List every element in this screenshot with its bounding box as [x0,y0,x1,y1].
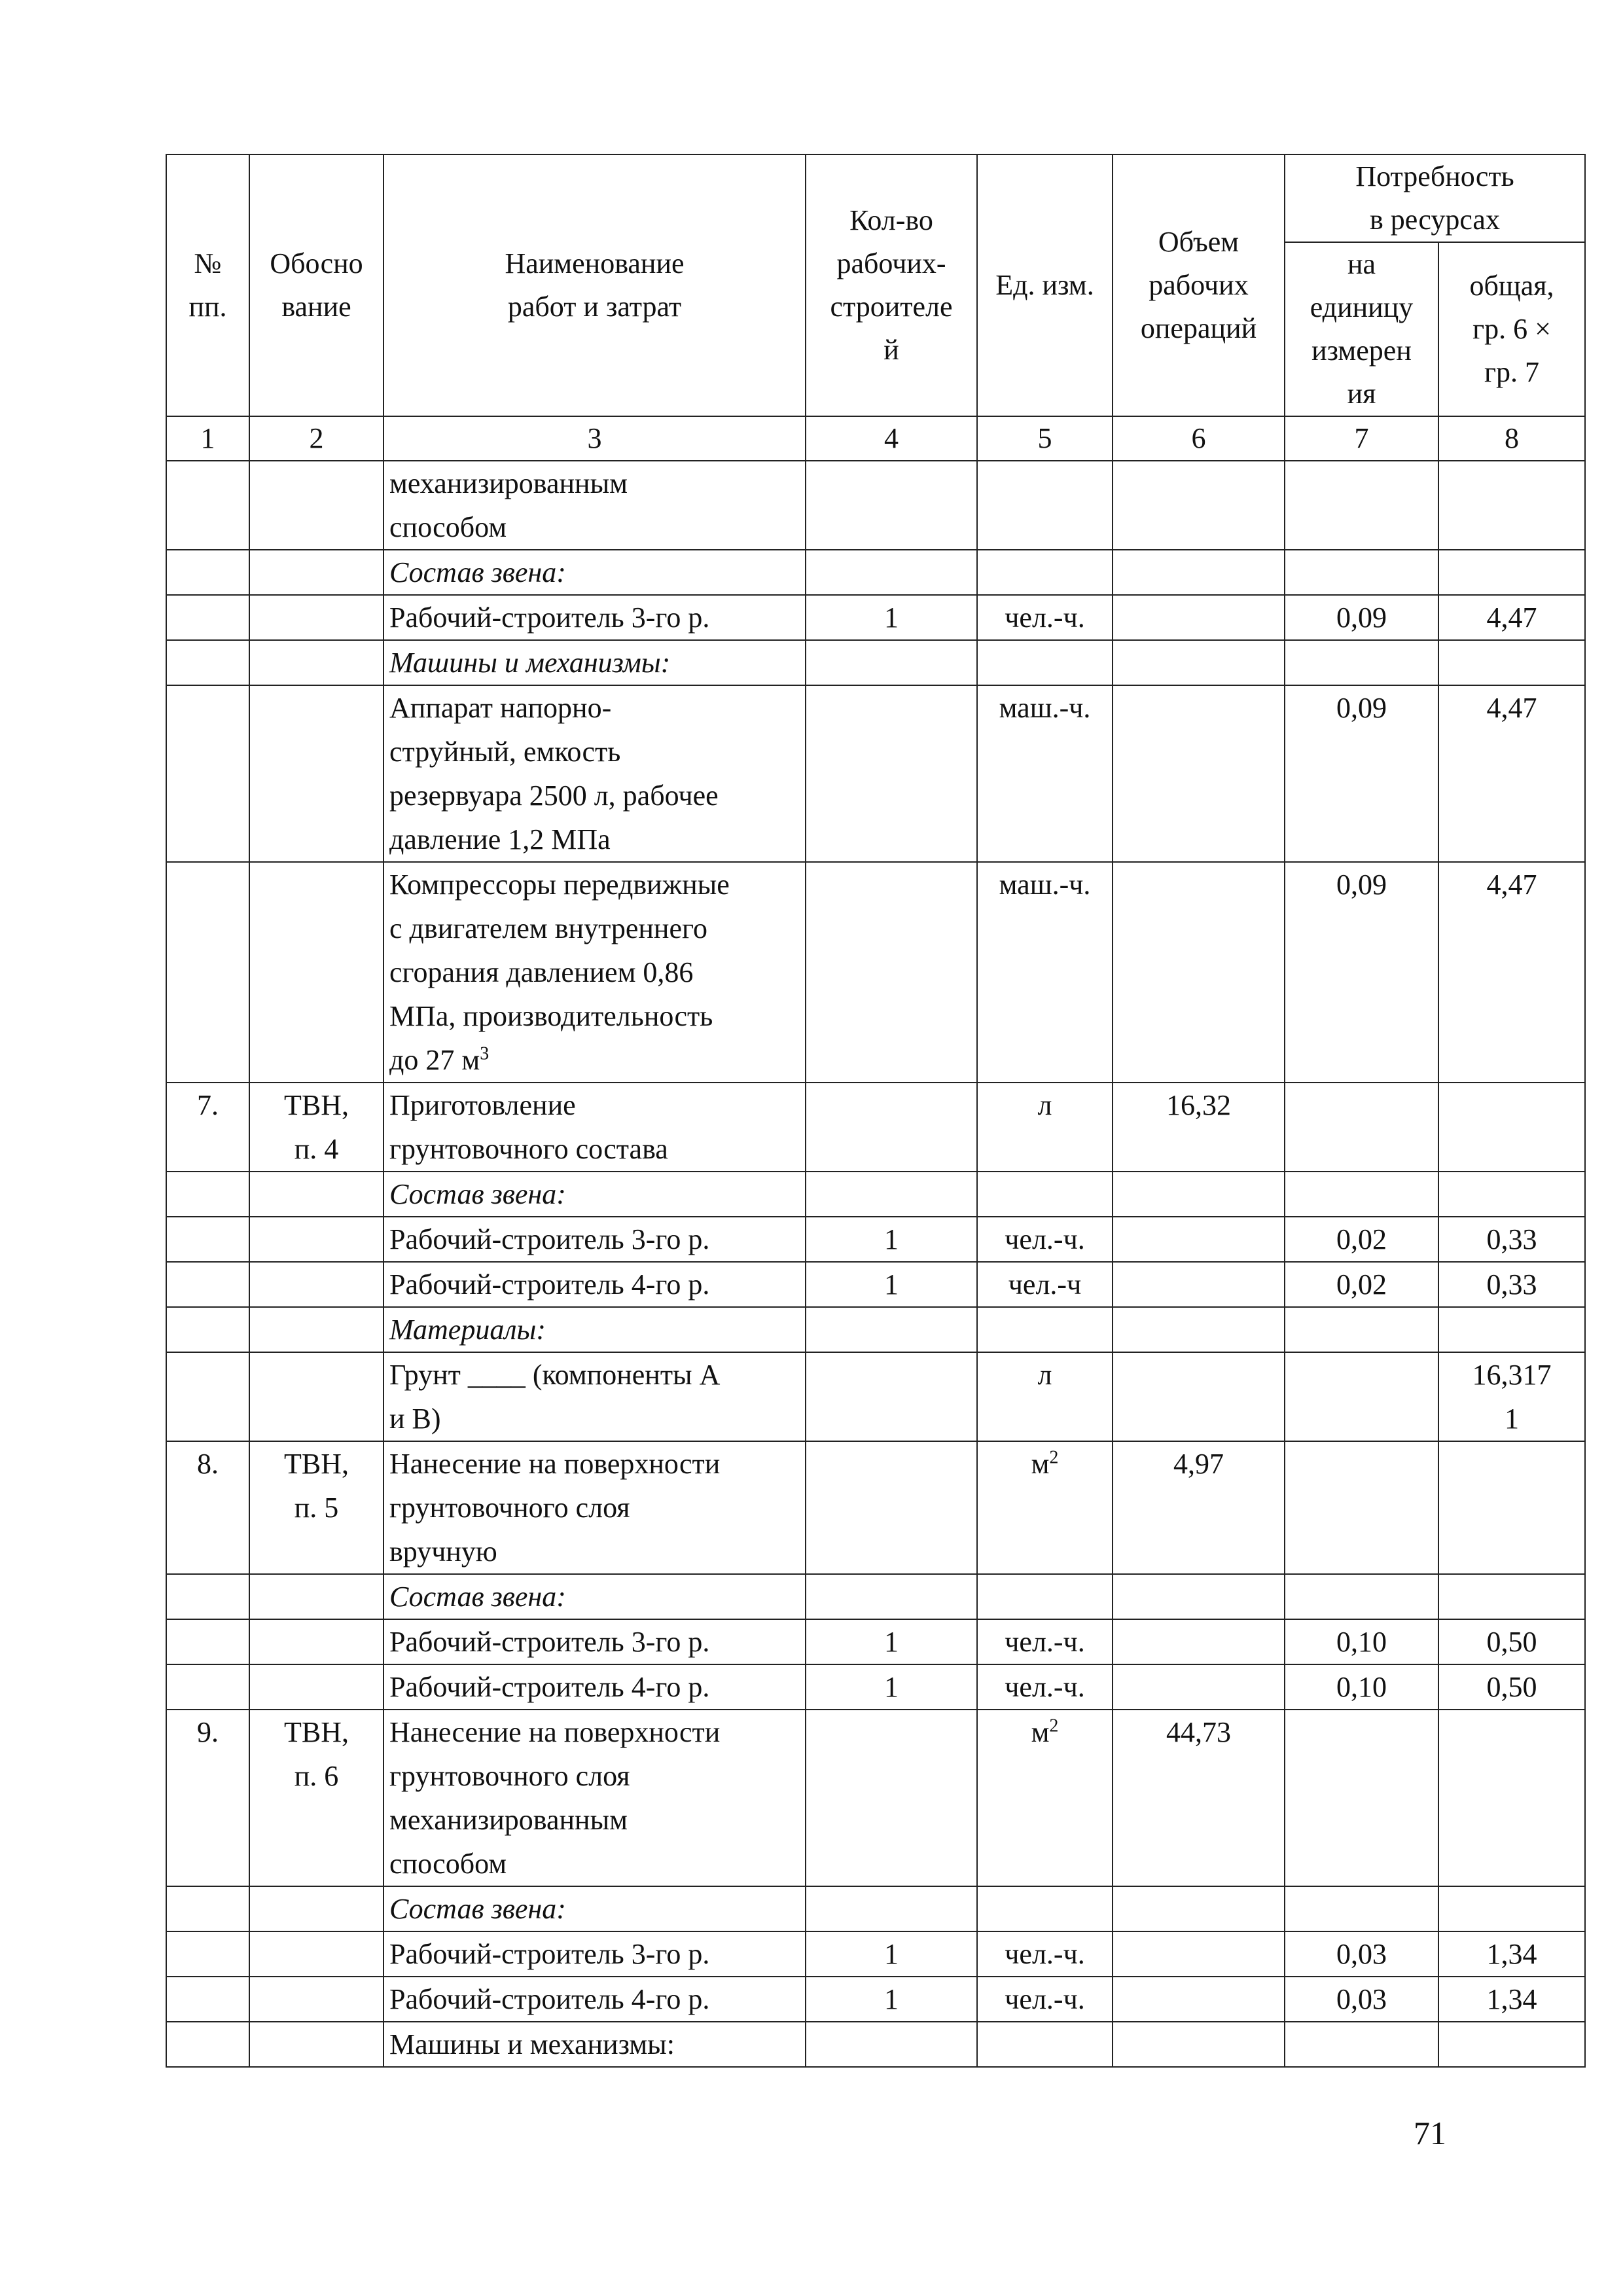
per-unit-need-cell: 0,09 [1285,862,1438,1083]
work-name-cell: Приготовление грунтовочного состава [383,1083,806,1172]
row-number-cell [166,1574,249,1619]
workers-count-cell [806,461,977,550]
unit-cell [977,550,1113,595]
volume-cell [1113,1217,1285,1262]
unit-cell: л [977,1352,1113,1441]
unit-cell: чел.-ч. [977,1931,1113,1977]
total-need-cell [1438,550,1585,595]
work-name-cell: Состав звена: [383,1574,806,1619]
total-need-cell [1438,461,1585,550]
total-need-cell: 4,47 [1438,862,1585,1083]
unit-cell: $м^2$ [977,1710,1113,1886]
volume-cell [1113,1931,1285,1977]
volume-cell [1113,461,1285,550]
workers-count-cell: 1 [806,1262,977,1307]
table-row [166,1217,1585,1262]
workers-count-cell [806,1441,977,1574]
total-need-cell [1438,640,1585,685]
per-unit-need-cell: 0,03 [1285,1977,1438,2022]
table-row [166,1574,1585,1619]
superscript: 2 [1049,1715,1059,1736]
per-unit-need-cell [1285,1574,1438,1619]
work-name-cell: Нанесение на поверхности грунтовочного слоя механизированным способом [383,1710,806,1886]
basis-cell [249,2022,383,2067]
resource-table [166,154,1586,2068]
volume-cell: 44,73 [1113,1710,1285,1886]
per-unit-need-cell [1285,1083,1438,1172]
total-need-cell [1438,2022,1585,2067]
unit-cell: чел.-ч. [977,1217,1113,1262]
per-unit-need-cell: 0,10 [1285,1664,1438,1710]
workers-count-cell: 1 [806,1619,977,1664]
basis-cell [249,1931,383,1977]
per-unit-need-cell: 0,03 [1285,1931,1438,1977]
volume-cell [1113,1664,1285,1710]
header-per-unit: на единицу измерен ия [1285,242,1438,416]
workers-count-cell [806,1352,977,1441]
header-name: Наименование работ и затрат [383,154,806,416]
basis-cell: ТВН, п. 4 [249,1083,383,1172]
unit-cell [977,640,1113,685]
table-row [166,1619,1585,1664]
table-row [166,2022,1585,2067]
total-need-cell: 1,34 [1438,1931,1585,1977]
basis-cell [249,685,383,862]
workers-count-cell: 1 [806,595,977,640]
per-unit-need-cell [1285,550,1438,595]
volume-cell [1113,1886,1285,1931]
workers-count-cell: 1 [806,1217,977,1262]
unit-cell [977,1886,1113,1931]
column-number: 7 [1285,416,1438,461]
row-number-cell [166,1307,249,1352]
volume-cell [1113,640,1285,685]
table-row [166,1172,1585,1217]
per-unit-need-cell [1285,1352,1438,1441]
table-row [166,1977,1585,2022]
per-unit-need-cell [1285,640,1438,685]
row-number-cell [166,1664,249,1710]
row-number-cell: 7. [166,1083,249,1172]
volume-cell [1113,1172,1285,1217]
work-name-cell: Рабочий-строитель 3-го р. [383,1619,806,1664]
basis-cell [249,1886,383,1931]
header-row [166,154,1585,242]
per-unit-need-cell [1285,1307,1438,1352]
work-name-cell: Рабочий-строитель 3-го р. [383,1217,806,1262]
superscript: 2 [1049,1447,1059,1468]
work-name-cell: Компрессоры передвижные с двигателем внутреннего сгорания давлением 0,86 МПа, производительность до 27 $м^3$ [383,862,806,1083]
work-name-cell: Состав звена: [383,550,806,595]
unit-cell [977,461,1113,550]
unit-cell: чел.-ч. [977,595,1113,640]
unit-cell: маш.-ч. [977,862,1113,1083]
table-row [166,1931,1585,1977]
volume-cell: 16,32 [1113,1083,1285,1172]
table-row [166,1886,1585,1931]
basis-cell: ТВН, п. 5 [249,1441,383,1574]
total-need-cell: 0,33 [1438,1262,1585,1307]
per-unit-need-cell [1285,1172,1438,1217]
per-unit-need-cell: 0,02 [1285,1217,1438,1262]
column-number: 8 [1438,416,1585,461]
column-number: 2 [249,416,383,461]
total-need-cell [1438,1710,1585,1886]
table-row [166,550,1585,595]
workers-count-cell [806,862,977,1083]
row-number-cell [166,685,249,862]
basis-cell: ТВН, п. 6 [249,1710,383,1886]
row-number-cell [166,550,249,595]
workers-count-cell: 1 [806,1664,977,1710]
volume-cell [1113,685,1285,862]
volume-cell [1113,1977,1285,2022]
work-name-cell: Рабочий-строитель 4-го р. [383,1664,806,1710]
volume-cell [1113,595,1285,640]
column-number: 4 [806,416,977,461]
basis-cell [249,862,383,1083]
basis-cell [249,1574,383,1619]
per-unit-need-cell [1285,1441,1438,1574]
row-number-cell [166,2022,249,2067]
row-number-cell: 8. [166,1441,249,1574]
work-name-cell: Состав звена: [383,1172,806,1217]
basis-cell [249,1977,383,2022]
unit-cell: маш.-ч. [977,685,1113,862]
unit-cell [977,1172,1113,1217]
basis-cell [249,1217,383,1262]
workers-count-cell [806,550,977,595]
header-basis: Обосно вание [249,154,383,416]
basis-cell [249,550,383,595]
table-row [166,1083,1585,1172]
row-number-cell [166,1217,249,1262]
table-row [166,1710,1585,1886]
header-total: общая, гр. 6 × гр. 7 [1438,242,1585,416]
workers-count-cell [806,1083,977,1172]
per-unit-need-cell [1285,1710,1438,1886]
basis-cell [249,1307,383,1352]
volume-cell [1113,1574,1285,1619]
column-number: 5 [977,416,1113,461]
unit-cell: л [977,1083,1113,1172]
work-name-cell: Аппарат напорно- струйный, емкость резервуара 2500 л, рабочее давление 1,2 МПа [383,685,806,862]
row-number-cell [166,595,249,640]
work-name-cell: Рабочий-строитель 3-го р. [383,1931,806,1977]
workers-count-cell [806,685,977,862]
total-need-cell [1438,1441,1585,1574]
table-row [166,1664,1585,1710]
header-workers: Кол-во рабочих- строителе й [806,154,977,416]
work-name-cell: механизированным способом [383,461,806,550]
workers-count-cell [806,1307,977,1352]
row-number-cell [166,640,249,685]
volume-cell [1113,550,1285,595]
table-row [166,1352,1585,1441]
workers-count-cell [806,1710,977,1886]
total-need-cell: 4,47 [1438,685,1585,862]
unit-cell: чел.-ч [977,1262,1113,1307]
row-number-cell [166,1352,249,1441]
unit-cell [977,2022,1113,2067]
total-need-cell [1438,1172,1585,1217]
total-need-cell: 0,50 [1438,1664,1585,1710]
column-number: 6 [1113,416,1285,461]
workers-count-cell [806,2022,977,2067]
total-need-cell [1438,1886,1585,1931]
workers-count-cell: 1 [806,1977,977,2022]
page-number: 71 [1414,2115,1446,2151]
volume-cell: 4,97 [1113,1441,1285,1574]
work-name-cell: Рабочий-строитель 4-го р. [383,1977,806,2022]
volume-cell [1113,1307,1285,1352]
header-need: Потребность в ресурсах [1285,154,1585,242]
column-numbers-row [166,416,1585,461]
total-need-cell: 4,47 [1438,595,1585,640]
work-name-cell: Машины и механизмы: [383,2022,806,2067]
workers-count-cell [806,640,977,685]
workers-count-cell [806,1574,977,1619]
total-need-cell [1438,1083,1585,1172]
row-number-cell [166,1172,249,1217]
work-name-cell: Машины и механизмы: [383,640,806,685]
superscript: 3 [480,1043,490,1064]
total-need-cell: 0,50 [1438,1619,1585,1664]
row-number-cell [166,1886,249,1931]
work-name-cell: Рабочий-строитель 4-го р. [383,1262,806,1307]
unit-cell: $м^2$ [977,1441,1113,1574]
table-row [166,461,1585,550]
per-unit-need-cell: 0,10 [1285,1619,1438,1664]
per-unit-need-cell: 0,09 [1285,595,1438,640]
table-row [166,685,1585,862]
table-row [166,862,1585,1083]
row-number-cell [166,461,249,550]
volume-cell [1113,862,1285,1083]
workers-count-cell [806,1172,977,1217]
volume-cell [1113,2022,1285,2067]
basis-cell [249,1664,383,1710]
row-number-cell [166,1977,249,2022]
per-unit-need-cell: 0,02 [1285,1262,1438,1307]
basis-cell [249,1172,383,1217]
per-unit-need-cell [1285,1886,1438,1931]
work-name-cell: Рабочий-строитель 3-го р. [383,595,806,640]
work-name-cell: Нанесение на поверхности грунтовочного слоя вручную [383,1441,806,1574]
total-need-cell: 0,33 [1438,1217,1585,1262]
total-need-cell: 16,317 1 [1438,1352,1585,1441]
total-need-cell [1438,1574,1585,1619]
basis-cell [249,595,383,640]
work-name-cell: Грунт ____ (компоненты А и В) [383,1352,806,1441]
table-row [166,1262,1585,1307]
table-row [166,595,1585,640]
basis-cell [249,640,383,685]
per-unit-need-cell: 0,09 [1285,685,1438,862]
unit-cell [977,1574,1113,1619]
row-number-cell [166,1262,249,1307]
table-row [166,1307,1585,1352]
total-need-cell [1438,1307,1585,1352]
column-number: 1 [166,416,249,461]
volume-cell [1113,1352,1285,1441]
workers-count-cell [806,1886,977,1931]
row-number-cell [166,1619,249,1664]
basis-cell [249,1352,383,1441]
unit-cell [977,1307,1113,1352]
header-num: № пп. [166,154,249,416]
header-volume: Объем рабочих операций [1113,154,1285,416]
unit-cell: чел.-ч. [977,1977,1113,2022]
total-need-cell: 1,34 [1438,1977,1585,2022]
per-unit-need-cell [1285,461,1438,550]
work-name-cell: Состав звена: [383,1886,806,1931]
header-unit: Ед. изм. [977,154,1113,416]
unit-cell: чел.-ч. [977,1664,1113,1710]
basis-cell [249,1262,383,1307]
column-number: 3 [383,416,806,461]
volume-cell [1113,1262,1285,1307]
volume-cell [1113,1619,1285,1664]
row-number-cell: 9. [166,1710,249,1886]
row-number-cell [166,1931,249,1977]
basis-cell [249,1619,383,1664]
table-row [166,1441,1585,1574]
workers-count-cell: 1 [806,1931,977,1977]
basis-cell [249,461,383,550]
row-number-cell [166,862,249,1083]
unit-cell: чел.-ч. [977,1619,1113,1664]
table-row [166,640,1585,685]
per-unit-need-cell [1285,2022,1438,2067]
work-name-cell: Материалы: [383,1307,806,1352]
